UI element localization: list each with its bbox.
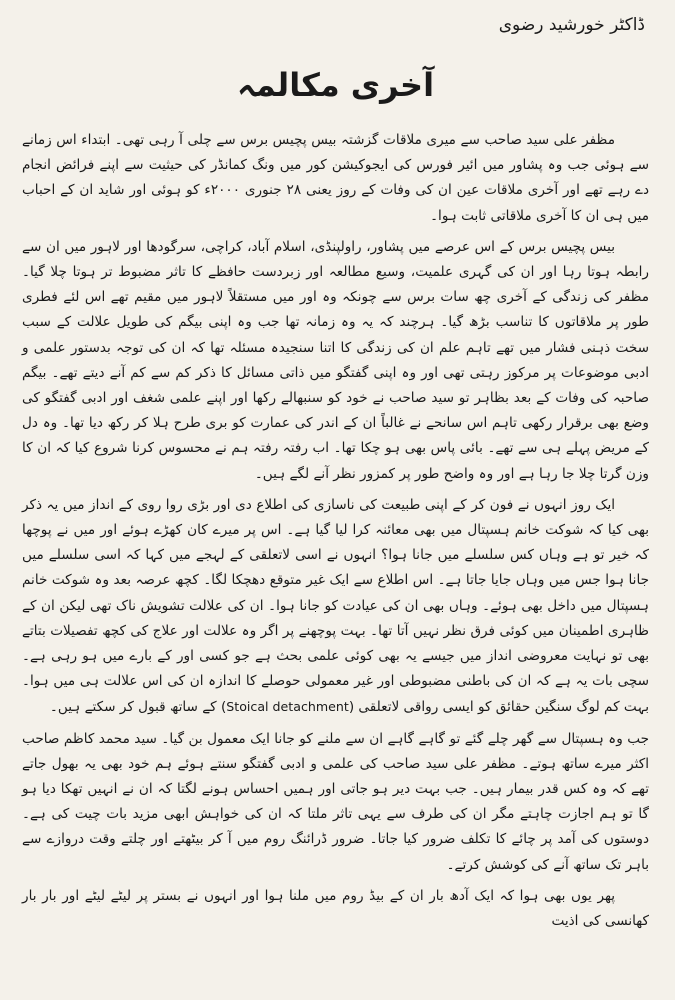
paragraph-2: بیس پچیس برس کے اس عرصے میں پشاور، راولپنڈی، اسلام آباد، کراچی، سرگودھا اور لاہور میں ان سے رابطہ ہوتا رہا اور ان کی گہری علمیت، وسیع مطالعہ اور زبردست حافظے کا تاثر مضبوط تر ہوتا چلا گیا۔ مظفر کی زندگی کے آخری چھ سات برس سے چونکہ وہ اور میں مستقلاً لاہور میں مقیم تھے اس لئے فطری طور پر ملاقاتوں کا تناسب بڑھ گیا۔ ہرچند کہ یہ وہ زمانہ تھا جب وہ اپنی بیگم کی طویل علالت کے سبب سخت ذہنی فشار میں تھے تاہم علم ان کی زندگی کا اتنا سنجیدہ مسئلہ تھا کہ ان کی توجہ بدستور علمی و ادبی موضوعات پر مرکوز رہتی تھی اور وہ اپنی گفتگو میں ذاتی مسائل کا ذکر کم سے کم آنے دیتے تھے۔ بیگم صاحبہ کی وفات کے بعد بظاہر تو سید صاحب نے خود کو سنبھالے رکھا اور اپنے علمی شغف اور ادبی گفتگو کی وضع بھی برقرار رکھی تاہم اس سانحے نے غالباً ان کے اندر کی عمارت کو بری طرح ہلا کر رکھ دیا تھا۔ وہ دل کے مریض پہلے ہی سے تھے۔ بائی پاس بھی ہو چکا تھا۔ اب رفتہ رفتہ ہم نے محسوس کرنا شروع کیا کہ ان کا وزن گرتا چلا جا رہا ہے اور وہ واضح طور پر کمزور نظر آنے لگے ہیں۔ <box>22 238 649 482</box>
paragraph-5: پھر یوں بھی ہوا کہ ایک آدھ بار ان کے بیڈ روم میں ملنا ہوا اور انہوں نے بستر پر لیٹے لیٹے اور بار بار کھانسی کی اذیت <box>22 887 649 930</box>
paragraph-1: مظفر علی سید صاحب سے میری ملاقات گزشتہ بیس پچیس برس سے چلی آ رہی تھی۔ ابتداء اس زمانے سے ہوئی جب وہ پشاور میں ائیر فورس کی ایجوکیشن کور میں ونگ کمانڈر کی حیثیت سے اپنے فرائض انجام دے رہے تھے اور آخری ملاقات عین ان کی وفات کے روز یعنی ۲۸ جنوری ۲۰۰۰ء کو ہوئی اور شاید ان کے احباب میں ہی ان کا آخری ملاقاتی ثابت ہوا۔ <box>22 132 649 224</box>
paragraph-3-end: ) کے ساتھ قبول کر سکتے ہیں۔ <box>49 699 227 716</box>
author-name: ڈاکٹر خورشید رضوی <box>498 15 645 35</box>
paragraph-3-text: ایک روز انہوں نے فون کر کے اپنی طبیعت کی ناسازی کی اطلاع دی اور بڑی روا روی کے انداز میں یہ ذکر بھی کیا کہ شوکت خانم ہسپتال میں بھی معائنہ کرا لیا گیا ہے۔ اس پر میرے کان کھڑے ہوئے اور میں نے پوچھا کہ خیر تو ہے وہاں کس سلسلے میں جانا ہوا؟ انہوں نے اسی لاتعلقی کے لہجے میں کہا کہ اسی سلسلے میں جانا ہوا جس میں وہاں جایا جاتا ہے۔ اس اطلاع سے ایک غیر متوقع دھچکا لگا۔ کچھ عرصہ بعد وہ شوکت خانم ہسپتال میں داخل بھی ہوئے۔ وہاں بھی ان کی عیادت کو جانا ہوا۔ ان کی علالت تشویش ناک تھی لیکن ان کے ظاہری اطمینان میں کوئی فرق نظر نہیں آتا تھا۔ بہت پوچھنے پر اگر وہ علالت اور علاج کی کچھ تفصیلات بتاتے بھی تو نہایت معروضی انداز میں جیسے یہ بھی کوئی علمی بحث ہے جو کسی اور کے بارے میں ہو رہی ہے۔ سچی بات یہ ہے کہ ان کی باطنی مضبوطی اور غیر معمولی حوصلے کا اندازہ ان کی اس علالت ہی میں ہوا۔ بہت کم لوگ سنگین حقائق کو ایسی رواقی لاتعلقی ( <box>22 496 649 716</box>
paragraph-4: جب وہ ہسپتال سے گھر چلے گئے تو گاہے گاہے ان سے ملنے کو جانا ایک معمول بن گیا۔ سید محمد کاظم صاحب اکثر میرے ساتھ ہوتے۔ مظفر علی سید صاحب کی علمی و ادبی گفتگو سنتے ہوئے ہم خود بھی یہ بھول جاتے تھے کہ وہ کس قدر بیمار ہیں۔ جب بہت دیر ہو جاتی اور ہمیں احساس ہونے لگتا کہ ان نے انہیں تھکا دیا ہو گا تو ہم اجازت چاہتے مگر ان کی طرف سے یہی تاثر ملتا کہ ان کی خواہش ابھی مزید بات چیت کی ہے۔ دوستوں کی آمد پر چائے کا تکلف ضرور کیا جاتا۔ ضرور ڈرائنگ روم میں آ کر بیٹھتے اور چلتے وقت دروازے سے باہر تک ساتھ آنے کی کوشش کرتے۔ <box>22 730 649 873</box>
inline-english-term: Stoical detachment <box>226 699 349 715</box>
paragraph-3 <box>22 493 649 721</box>
article-title: آخری مکالمہ <box>236 66 435 104</box>
